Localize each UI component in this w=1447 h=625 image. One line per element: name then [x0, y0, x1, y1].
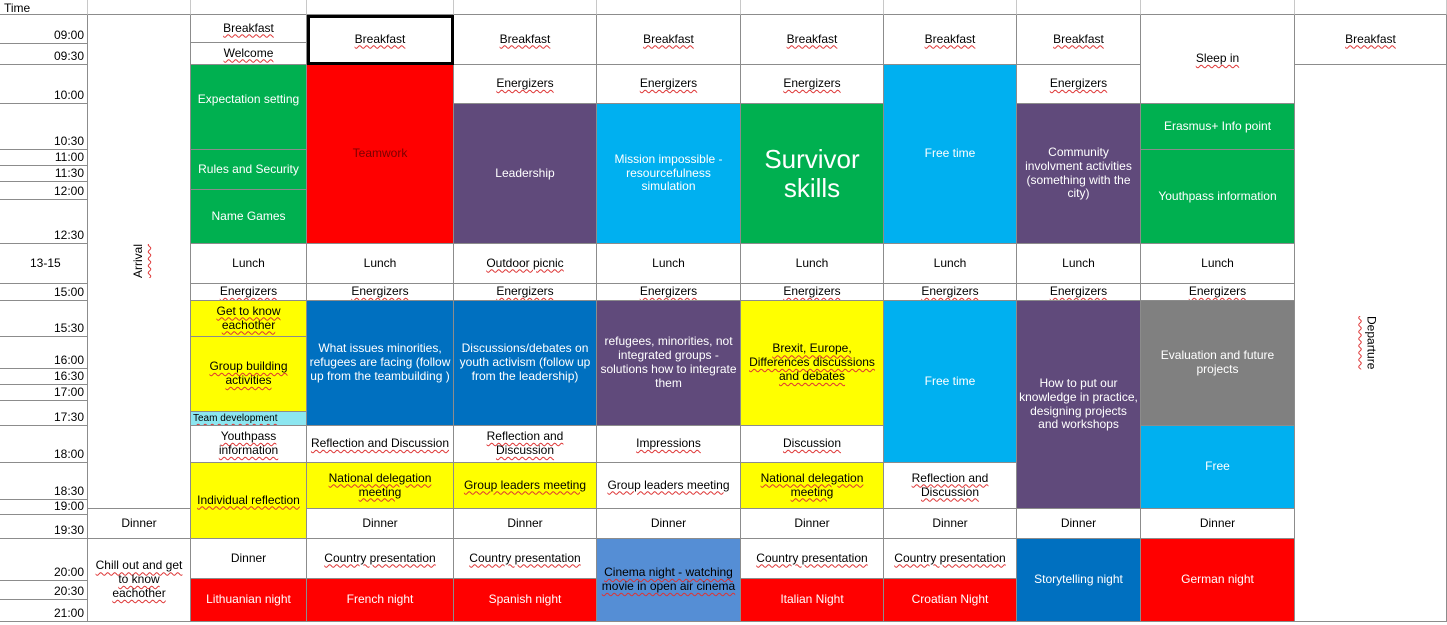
d3-breakfast[interactable]: [454, 15, 597, 65]
d8-free[interactable]: [1141, 426, 1295, 509]
d1-expectation[interactable]: [191, 65, 307, 150]
d8-lunch[interactable]: [1141, 244, 1295, 284]
d6-dinner[interactable]: [884, 509, 1017, 539]
column-header[interactable]: [88, 0, 191, 15]
d2-country[interactable]: [307, 539, 454, 579]
time-cell[interactable]: 16:30: [0, 369, 88, 385]
cell-text: Energizers: [351, 284, 409, 299]
d5-discussion[interactable]: [741, 426, 884, 463]
chill-out-cell[interactable]: [88, 539, 191, 622]
d8-evaluation[interactable]: [1141, 301, 1295, 426]
d1-youthpass[interactable]: [191, 426, 307, 463]
d9-breakfast[interactable]: [1295, 15, 1447, 65]
cell-text: Dinner: [932, 515, 968, 530]
cell-text: Group leaders meeting: [607, 477, 730, 492]
cell-text: Energizers: [783, 76, 841, 91]
cell-text: National delegation meeting: [328, 470, 432, 499]
d4-mission[interactable]: [597, 104, 741, 244]
cell-text: Mission impossible - resourcefulness simulation: [614, 151, 723, 194]
cell-text: Free: [1205, 459, 1230, 474]
cell-text: Discussion: [782, 436, 842, 451]
d3-picnic[interactable]: [454, 244, 597, 284]
time-cell[interactable]: 15:00: [0, 284, 88, 301]
column-header[interactable]: [191, 0, 307, 15]
d8-dinner[interactable]: [1141, 509, 1295, 539]
d4-refugees[interactable]: [597, 301, 741, 426]
cell-text: Reflection and Discussion: [911, 470, 989, 499]
cell-text: Country presentation: [324, 550, 436, 565]
d1-lunch[interactable]: [191, 244, 307, 284]
time-cell[interactable]: 11:30: [0, 166, 88, 182]
d3-energizers-am[interactable]: [454, 65, 597, 104]
cell-text: Lunch: [363, 255, 397, 270]
cell-text: Dinner: [1060, 515, 1097, 530]
d6-country[interactable]: [884, 539, 1017, 579]
cell-text: Team development: [193, 412, 278, 424]
d1-lithuanian[interactable]: [191, 579, 307, 622]
cell-text: German night: [1181, 572, 1254, 587]
d5-energizers[interactable]: [741, 284, 884, 301]
d8-german[interactable]: [1141, 539, 1295, 622]
d7-dinner[interactable]: [1017, 509, 1141, 539]
d1-teamdev[interactable]: [191, 412, 307, 426]
d6-freetime-pm[interactable]: [884, 301, 1017, 463]
time-cell[interactable]: 18:00: [0, 426, 88, 463]
d6-croatian[interactable]: [884, 579, 1017, 622]
cell-text: Country presentation: [894, 550, 1006, 565]
cell-text: Group building activities: [209, 359, 288, 387]
arrival-dinner-cell[interactable]: [88, 509, 191, 539]
d2-reflection[interactable]: [307, 426, 454, 463]
d3-groupleaders[interactable]: [454, 463, 597, 509]
cell-text: Energizers: [496, 76, 554, 91]
column-header[interactable]: [884, 0, 1017, 15]
d5-lunch[interactable]: [741, 244, 884, 284]
d4-energizers[interactable]: [597, 284, 741, 301]
cell-text: Lunch: [232, 255, 265, 270]
d5-dinner[interactable]: [741, 509, 884, 539]
cell-text: Erasmus+ Info point: [1163, 118, 1272, 133]
d2-breakfast[interactable]: [307, 15, 454, 65]
time-cell[interactable]: 12:30: [0, 200, 88, 244]
d7-energizers[interactable]: [1017, 284, 1141, 301]
column-header[interactable]: [307, 0, 454, 15]
d1-namegames[interactable]: [191, 190, 307, 244]
cell-text: Energizers: [219, 284, 278, 299]
cell-text: Reflection and Discussion: [486, 429, 564, 457]
d9-departure[interactable]: [1295, 65, 1447, 622]
cell-text: Brexit, Europe, Differences discussions and debates: [749, 341, 875, 383]
time-cell[interactable]: 13-15: [0, 244, 88, 284]
d7-breakfast[interactable]: [1017, 15, 1141, 65]
cell-text: Lithuanian night: [206, 592, 291, 607]
d7-storytelling[interactable]: [1017, 539, 1141, 622]
cell-text: Country presentation: [469, 550, 581, 565]
time-cell[interactable]: 21:00: [0, 600, 88, 622]
cell-text: Cinema night - watching movie in open air cinema: [601, 565, 736, 593]
cell-text: Croatian Night: [911, 592, 989, 607]
d1-welcome[interactable]: [191, 43, 307, 65]
cell-text: Breakfast: [643, 31, 694, 46]
cell-text: Outdoor picnic: [486, 255, 564, 270]
cell-text: Leadership: [495, 165, 555, 180]
column-header[interactable]: [597, 0, 741, 15]
cell-text: Lunch: [1201, 255, 1234, 270]
cell-text: Energizers: [496, 284, 554, 299]
cell-text: Free time: [924, 373, 976, 388]
time-cell[interactable]: 10:30: [0, 104, 88, 150]
d6-lunch[interactable]: [884, 244, 1017, 284]
time-cell[interactable]: 09:00: [0, 15, 88, 44]
cell-text: Group leaders meeting: [463, 477, 587, 492]
d8-erasmus[interactable]: [1141, 104, 1295, 150]
d7-howto[interactable]: [1017, 301, 1141, 509]
cell-text: Lunch: [652, 255, 685, 270]
cell-text: Community involvment activities (something with the city): [1025, 144, 1132, 201]
d5-national[interactable]: [741, 463, 884, 509]
time-cell[interactable]: 17:30: [0, 401, 88, 426]
d8-energizers[interactable]: [1141, 284, 1295, 301]
cell-text: Dinner: [121, 515, 157, 530]
d1-groupbuilding[interactable]: [191, 337, 307, 412]
cell-text: National delegation meeting: [760, 470, 864, 499]
d3-energizers[interactable]: [454, 284, 597, 301]
d3-country[interactable]: [454, 539, 597, 579]
cell-text: Dinner: [650, 515, 687, 530]
d7-lunch[interactable]: [1017, 244, 1141, 284]
d2-whatissues[interactable]: [307, 301, 454, 426]
d4-dinner[interactable]: [597, 509, 741, 539]
cell-text: Lunch: [933, 255, 967, 270]
d5-survivor[interactable]: [741, 104, 884, 244]
d6-reflection[interactable]: [884, 463, 1017, 509]
cell-text: Reflection and Discussion: [310, 436, 450, 451]
cell-text: Lunch: [1062, 255, 1095, 270]
d4-energizers-am[interactable]: [597, 65, 741, 104]
cell-text: Free time: [924, 146, 976, 161]
cell-text: refugees, minorities, not integrated groups - solutions how to integrate them: [600, 334, 737, 390]
d1-getknow[interactable]: [191, 301, 307, 337]
time-cell[interactable]: 16:00: [0, 337, 88, 369]
d4-breakfast[interactable]: [597, 15, 741, 65]
d4-impressions[interactable]: [597, 426, 741, 463]
d5-italian[interactable]: [741, 579, 884, 622]
d1-rules[interactable]: [191, 150, 307, 190]
d6-energizers[interactable]: [884, 284, 1017, 301]
d4-groupleaders[interactable]: [597, 463, 741, 509]
d8-youthpass[interactable]: [1141, 150, 1295, 244]
d5-country[interactable]: [741, 539, 884, 579]
cell-text: Dinner: [362, 515, 398, 530]
cell-text: Breakfast: [354, 31, 406, 46]
time-cell[interactable]: 19:30: [0, 515, 88, 539]
cell-text: Energizers: [639, 76, 698, 91]
d2-lunch[interactable]: [307, 244, 454, 284]
d2-energizers[interactable]: [307, 284, 454, 301]
cell-text: Evaluation and future projects: [1160, 348, 1275, 376]
cell-text: Energizers: [1188, 284, 1247, 299]
cell-text: Breakfast: [786, 31, 838, 46]
d6-breakfast[interactable]: [884, 15, 1017, 65]
cell-text: Breakfast: [1053, 31, 1104, 46]
cell-text: Lunch: [795, 255, 829, 270]
time-cell[interactable]: 17:00: [0, 385, 88, 401]
cell-text: Expectation setting: [197, 92, 300, 106]
cell-text: Impressions: [636, 436, 701, 451]
d2-national[interactable]: [307, 463, 454, 509]
cell-text: How to put our knowledge in practice, designing projects and workshops: [1019, 375, 1138, 432]
time-cell[interactable]: 18:30: [0, 463, 88, 500]
cell-text: Individual reflection: [197, 492, 300, 507]
cell-text: Get to know eachother: [216, 303, 281, 332]
d6-freetime-am[interactable]: [884, 65, 1017, 244]
d4-lunch[interactable]: [597, 244, 741, 284]
cell-text: Dinner: [1199, 515, 1236, 530]
d3-reflection[interactable]: [454, 426, 597, 463]
cell-text: Chill out and get to know eachother: [95, 558, 183, 600]
time-cell[interactable]: 15:30: [0, 301, 88, 337]
cell-text: Italian Night: [780, 592, 844, 607]
arrival-label: Arrival: [131, 244, 146, 279]
cell-text: Energizers: [783, 284, 841, 299]
d7-community[interactable]: [1017, 104, 1141, 244]
arrival-cell[interactable]: [88, 15, 191, 509]
cell-text: Teamwork: [352, 146, 408, 161]
time-cell[interactable]: 10:00: [0, 65, 88, 104]
cell-text: Dinner: [230, 550, 267, 565]
d8-sleepin[interactable]: [1141, 15, 1295, 104]
cell-text: Energizers: [1049, 284, 1108, 299]
cell-text: What issues minorities, refugees are facing (follow up from the teambuilding ): [309, 341, 451, 383]
time-cell[interactable]: 20:30: [0, 581, 88, 600]
d2-teamwork[interactable]: [307, 65, 454, 244]
d1-energizers[interactable]: [191, 284, 307, 301]
cell-text: Breakfast: [499, 31, 551, 46]
d1-individual[interactable]: [191, 463, 307, 539]
d3-dinner[interactable]: [454, 509, 597, 539]
d3-spanish[interactable]: [454, 579, 597, 622]
cell-text: Energizers: [639, 284, 698, 299]
cell-text: Survivor skills: [764, 143, 860, 203]
column-header[interactable]: [1295, 0, 1447, 15]
column-header[interactable]: [1141, 0, 1295, 15]
cell-text: Youthpass information: [1158, 188, 1277, 203]
cell-text: Dinner: [794, 515, 830, 530]
cell-text: Name Games: [211, 208, 286, 223]
column-header[interactable]: [454, 0, 597, 15]
cell-text: Sleep in: [1195, 51, 1240, 66]
time-cell[interactable]: 11:00: [0, 150, 88, 166]
d2-french[interactable]: [307, 579, 454, 622]
cell-text: Breakfast: [223, 20, 274, 35]
d7-energizers-am[interactable]: [1017, 65, 1141, 104]
d5-brexit[interactable]: [741, 301, 884, 426]
cell-text: Rules and Security: [198, 161, 299, 176]
d5-energizers-am[interactable]: [741, 65, 884, 104]
column-header[interactable]: [741, 0, 884, 15]
d4-cinema[interactable]: [597, 539, 741, 622]
cell-text: Country presentation: [756, 550, 868, 565]
cell-text: Welcome: [223, 45, 274, 60]
d2-dinner[interactable]: [307, 509, 454, 539]
cell-text: Energizers: [921, 284, 979, 299]
time-cell[interactable]: 12:00: [0, 182, 88, 200]
cell-text: Energizers: [1049, 76, 1108, 91]
column-header[interactable]: [1017, 0, 1141, 15]
cell-text: Discussions/debates on youth activism (follow up from the leadership): [459, 341, 591, 383]
d1-dinner2[interactable]: [191, 539, 307, 579]
cell-text: Storytelling night: [1034, 572, 1123, 587]
cell-text: Breakfast: [924, 31, 976, 46]
cell-text: Dinner: [507, 515, 543, 530]
cell-text: Spanish night: [488, 592, 562, 607]
time-cell[interactable]: 09:30: [0, 44, 88, 65]
d5-breakfast[interactable]: [741, 15, 884, 65]
d3-discussions[interactable]: [454, 301, 597, 426]
departure-label: Departure: [1364, 316, 1379, 370]
cell-text: French night: [346, 592, 414, 607]
time-cell[interactable]: 20:00: [0, 539, 88, 581]
time-cell[interactable]: 19:00: [0, 500, 88, 515]
cell-text: Youthpass information: [218, 429, 279, 457]
time-column-header[interactable]: Time: [0, 0, 88, 15]
cell-text: Breakfast: [1345, 31, 1396, 46]
d1-breakfast[interactable]: [191, 15, 307, 43]
d3-leadership[interactable]: [454, 104, 597, 244]
